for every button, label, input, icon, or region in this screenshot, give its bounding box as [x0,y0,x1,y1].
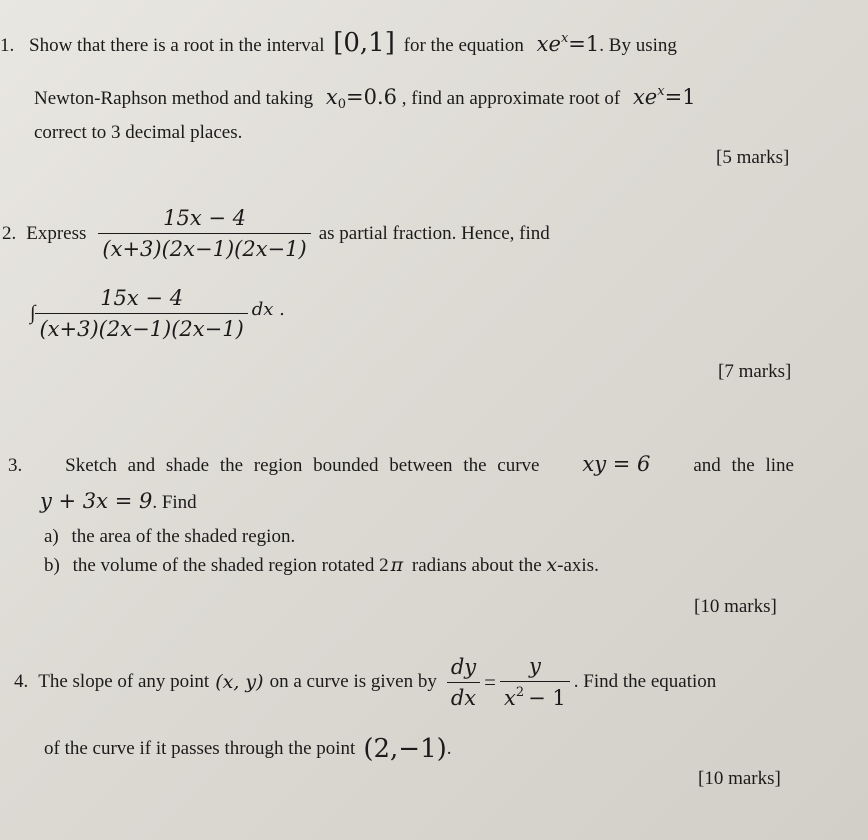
q1-line1 [0,28,677,58]
q3-number: 3. [8,455,23,476]
q1-number: 1. [0,35,15,56]
q3-line-equation: y + 3x = 9 [40,489,153,513]
q4-text-b: on a curve is given by [269,671,437,692]
q3-part-a [44,526,295,548]
q4-derivative [447,655,480,710]
q1-marks: [5 marks] [716,147,790,168]
q4-den-rest: − 1 [528,686,566,710]
q2-text-after: as partial fraction. Hence, find [318,222,550,244]
q1-text-2b: , find an approximate root of [401,88,621,109]
q2-frac-denominator: (x+3)(2x−1)(2x−1) [102,237,307,261]
q3-pi: π [390,554,404,576]
q4-pass-point: (2,−1) [363,734,447,764]
q1-eq2-rhs: =1 [664,85,696,109]
q2-number: 2. [2,222,17,244]
q3-line2 [40,489,197,514]
q2-int-numerator: 15x − 4 [100,286,184,310]
q1-eq-exp: x [560,31,569,46]
q4-dy: dy [450,654,477,679]
q1-interval: [0,1] [333,28,395,58]
q4-den-base: x [504,686,516,710]
q2-frac-numerator: 15x − 4 [163,206,246,230]
q4-rhs-denominator [500,682,570,710]
q1-eq-rhs: =1 [568,32,600,56]
q3-b-text-2: radians about the [411,555,542,576]
q1-equation-2 [633,85,696,109]
q1-x0-val: =0.6 [346,85,398,109]
q1-text-a: Show that there is a root in the interval [29,35,325,56]
q4-text-a: The slope of any point [38,671,210,692]
q4-line1 [14,654,716,710]
q3-a-text: the area of the shaded region. [71,526,296,547]
q4-number: 4. [14,671,29,692]
q4-period: . [446,738,452,759]
q1-text-c: . By using [599,35,677,56]
q1-line3: correct to 3 decimal places. [34,122,243,143]
q4-rhs-fraction [500,654,570,710]
q2-int-denominator: (x+3)(2x−1)(2x−1) [39,317,244,341]
q2-integral-fraction [35,286,247,341]
q1-text-2a: Newton-Raphson method and taking [34,88,314,109]
q4-rhs-numerator: y [528,654,541,678]
q2-integral-sign: ∫ [30,302,36,324]
q4-marks: [10 marks] [698,768,781,789]
q3-b-axis: x [546,554,558,576]
q3-curve: xy = 6 [582,452,651,476]
q3-and-line: and the line [693,455,794,476]
q4-line2 [44,734,452,764]
q3-marks: [10 marks] [694,596,777,617]
q2-marks: [7 marks] [718,361,792,382]
q1-eq2-exp: x [657,84,665,99]
q4-den-exp: 2 [515,685,525,700]
q4-equals: = [484,669,496,694]
q4-dx: dx [450,685,477,710]
q1-equation [537,32,600,56]
q3-a-label: a) [44,526,59,547]
q3-find: . Find [152,492,197,513]
q2-dx: dx . [251,299,285,320]
q1-eq-base: xe [536,32,561,56]
q3-b-text-1: the volume of the shaded region rotated 2 [72,555,389,576]
q1-x0-var: x [325,85,338,109]
q1-x0-sub: 0 [337,97,347,112]
q1-x0 [325,85,398,112]
q2-line1 [2,206,550,261]
q3-part-b [44,554,599,577]
q2-express: Express [26,222,87,244]
q4-text-c: . Find the equation [573,671,717,692]
q4-text-2: of the curve if it passes through the point [44,738,356,759]
q1-eq2-base: xe [632,85,658,109]
q1-line2 [34,84,696,112]
q3-b-text-3: -axis. [557,555,599,576]
q3-b-label: b) [44,555,60,576]
q2-fraction [98,206,310,261]
q3-line1 [8,452,794,477]
q3-text-1: Sketch and shade the region bounded between the curve [65,455,540,476]
q4-point: (x, y) [215,671,264,693]
q1-text-b: for the equation [403,35,524,56]
q2-integral [30,286,285,341]
